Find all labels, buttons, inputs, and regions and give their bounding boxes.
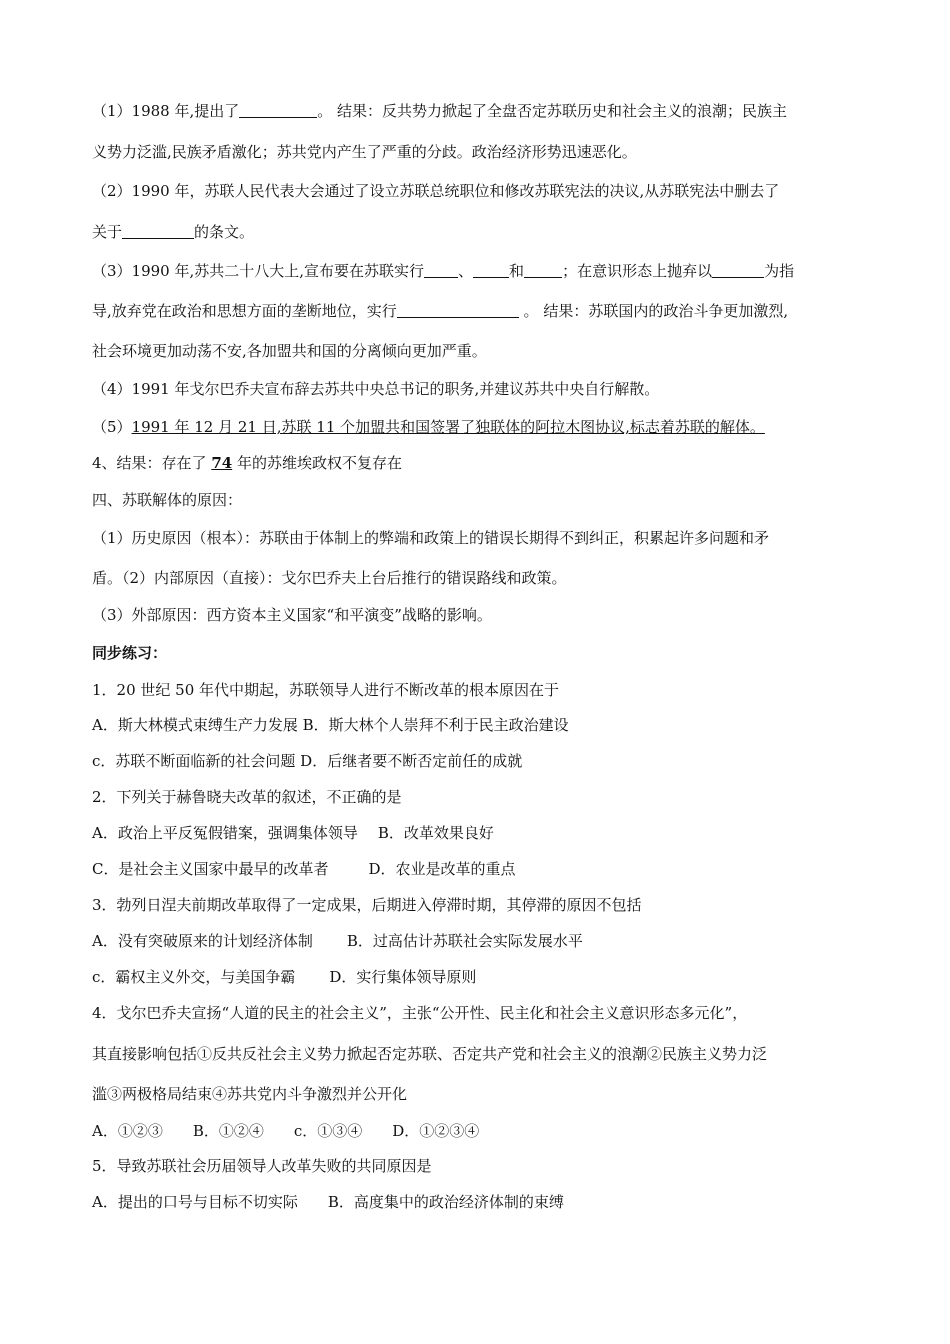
q2-option-b: B．改革效果良好 <box>377 824 494 842</box>
result-text: 4、结果：存在了 <box>92 454 212 472</box>
q4-option-d: D．①②③④ <box>392 1122 480 1140</box>
fill-blank[interactable] <box>424 262 458 278</box>
item1-text: （1）1988 年,提出了 <box>92 102 240 120</box>
fill-blank[interactable] <box>397 302 519 318</box>
item5 <box>92 417 765 437</box>
question-1: 1．20 世纪 50 年代中期起，苏联领导人进行不断改革的根本原因在于 <box>92 681 560 699</box>
q1-options-cd: c．苏联不断面临新的社会问题 D．后继者要不断否定前任的成就 <box>92 752 523 770</box>
item3-line1 <box>92 261 794 281</box>
question-4-line2: 其直接影响包括①反共反社会主义势力掀起否定苏联、否定共产党和社会主义的浪潮②民族主义势力泛 <box>92 1045 768 1063</box>
item1-line1 <box>92 101 787 121</box>
q5-options-ab <box>92 1192 564 1212</box>
q2-options-ab <box>92 823 494 843</box>
item5-number: （5） <box>92 418 132 436</box>
q3-option-d: D．实行集体领导原则 <box>329 968 477 986</box>
item3-line2-text: 导,放弃党在政治和思想方面的垄断地位，实行 <box>92 302 397 320</box>
item3-and: 和 <box>509 262 525 280</box>
q2-options-cd <box>92 859 516 879</box>
item2-line2 <box>92 222 254 242</box>
reason-line1: （1）历史原因（根本）：苏联由于体制上的弊端和政策上的错误长期得不到纠正，积累起许多问题和矛 <box>92 529 770 547</box>
reason-line2: 盾。（2）内部原因（直接）：戈尔巴乔夫上台后推行的错误路线和政策。 <box>92 569 567 587</box>
item1-result: 。 结果：反共势力掀起了全盘否定苏联历史和社会主义的浪潮；民族主 <box>317 102 788 120</box>
question-4-line1: 4．戈尔巴乔夫宣扬“人道的民主的社会主义”，主张“公开性、民主化和社会主义意识形态多元化”， <box>92 1004 748 1022</box>
question-5: 5．导致苏联社会历届领导人改革失败的共同原因是 <box>92 1157 432 1175</box>
exercise-heading: 同步练习： <box>92 644 168 662</box>
item3-line2 <box>92 301 788 321</box>
q3-options-cd <box>92 967 476 987</box>
item5-text: 1991 年 12 月 21 日,苏联 11 个加盟共和国签署了独联体的阿拉木图协议,标志着苏联的解体。 <box>131 418 765 436</box>
fill-blank[interactable] <box>122 223 194 239</box>
result-line <box>92 453 402 473</box>
item3-result: 。 结果：苏联国内的政治斗争更加激烈, <box>518 302 789 320</box>
q3-option-a: A．没有突破原来的计划经济体制 <box>92 932 313 950</box>
q2-option-a: A．政治上平反冤假错案，强调集体领导 <box>92 824 358 842</box>
fill-blank[interactable] <box>239 102 317 118</box>
fill-blank[interactable] <box>712 262 764 278</box>
q3-option-b: B．过高估计苏联社会实际发展水平 <box>346 932 583 950</box>
question-4-line3: 滥③两极格局结束④苏共党内斗争激烈并公开化 <box>92 1085 408 1103</box>
fill-blank[interactable] <box>473 262 509 278</box>
q5-option-a: A．提出的口号与目标不切实际 <box>92 1193 298 1211</box>
section4-heading: 四、苏联解体的原因： <box>92 491 243 509</box>
q4-option-c: c．①③④ <box>293 1122 363 1140</box>
item3-ideology: ；在意识形态上抛弃以 <box>562 262 713 280</box>
item3-sep: 、 <box>458 262 474 280</box>
q5-option-b: B．高度集中的政治经济体制的束缚 <box>327 1193 564 1211</box>
q3-options-ab <box>92 931 583 951</box>
q3-option-c: c．霸权主义外交，与美国争霸 <box>92 968 296 986</box>
item3-text: （3）1990 年,苏共二十八大上,宣布要在苏联实行 <box>92 262 425 280</box>
q4-option-b: B．①②④ <box>192 1122 264 1140</box>
q2-option-d: D．农业是改革的重点 <box>368 860 516 878</box>
result-years: 74 <box>211 454 233 472</box>
fill-blank[interactable] <box>524 262 562 278</box>
item2-post: 的条文。 <box>194 223 255 241</box>
q2-option-c: C．是社会主义国家中最早的改革者 <box>92 860 329 878</box>
item2-line1: （2）1990 年，苏联人民代表大会通过了设立苏联总统职位和修改苏联宪法的决议,从苏联宪法中删去了 <box>92 182 780 200</box>
question-2: 2．下列关于赫鲁晓夫改革的叙述，不正确的是 <box>92 788 402 806</box>
q4-option-a: A．①②③ <box>92 1122 163 1140</box>
q1-options-ab: A．斯大林模式束缚生产力发展 B．斯大林个人崇拜不利于民主政治建设 <box>92 716 569 734</box>
item1-line2: 义势力泛滥,民族矛盾激化；苏共党内产生了严重的分歧。政治经济形势迅速恶化。 <box>92 143 637 161</box>
item3-guide: 为指 <box>764 262 795 280</box>
result-tail: 年的苏维埃政权不复存在 <box>232 454 402 472</box>
question-3: 3．勃列日涅夫前期改革取得了一定成果，后期进入停滞时期，其停滞的原因不包括 <box>92 896 642 914</box>
item2-pre: 关于 <box>92 223 123 241</box>
item3-line3: 社会环境更加动荡不安,各加盟共和国的分离倾向更加严重。 <box>92 342 487 360</box>
q4-options <box>92 1121 479 1141</box>
reason-line3: （3）外部原因：西方资本主义国家“和平演变”战略的影响。 <box>92 606 492 624</box>
item4: （4）1991 年戈尔巴乔夫宣布辞去苏共中央总书记的职务,并建议苏共中央自行解散。 <box>92 380 660 398</box>
